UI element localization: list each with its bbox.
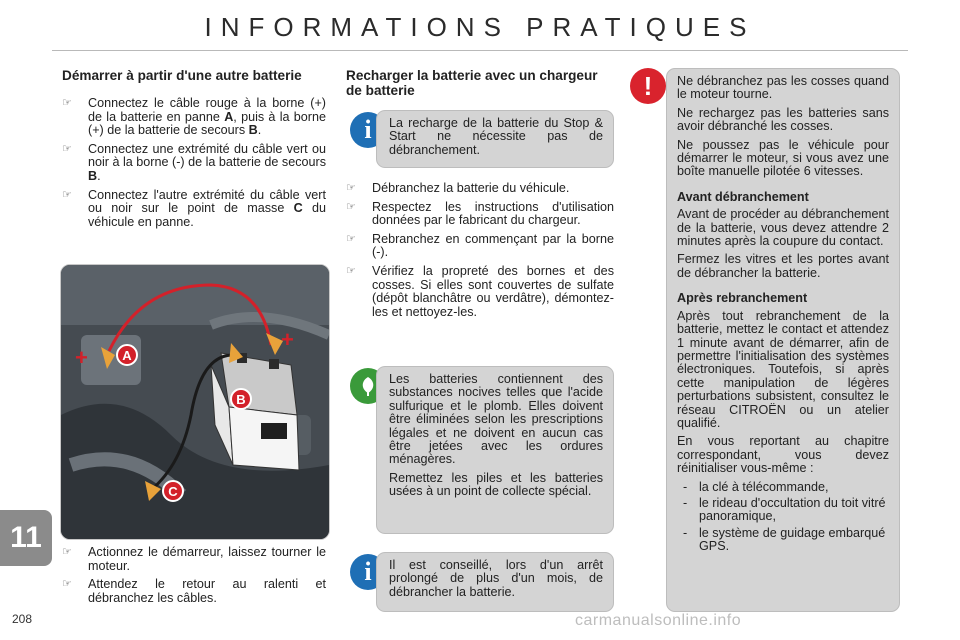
pointing-hand-icon: ☞ [346,264,356,277]
warning-box-battery: Ne débranchez pas les cosses quand le moteur tourne. Ne rechargez pas les batteries sans avoir débranché les cosses. Ne poussez pas le véhicule pour démarrer le moteur, si vous avez une boîte manuelle pilotée 6 vitesses. Avant débranchement Avant de procéder au débranchement de la batterie, vous devez attendre 2 minutes après la coupure du contact. Fermez les vitres et les portes avant de débrancher la batterie. Après rebranchement Après tout rebranchement de la batterie, mettez le contact et attendez 1 minute avant de démarrer, afin de permettre l'initialisation des systèmes électroniques. Toutefois, si après cette manipulation de légères perturbations subsistent, consultez le réseau CITROËN ou un atelier qualifié. En vous reportant au chapitre correspondant, vous devez réinitialiser vous-même : - la clé à télécommande, - le rideau d'occultation du toit vitré panoramique, - le système de guidage embarqué GPS. [666,68,900,612]
page-number: 208 [12,612,33,626]
subheading-avant: Avant débranchement [677,189,809,204]
subheading-apres: Après rebranchement [677,291,808,306]
list-item: ☞ Respectez les instructions d'utilisation données par le fabricant du chargeur. [346,199,614,228]
title-divider [52,50,908,51]
middle-heading-block [346,68,614,98]
list-item: ☞ Rebranchez en commençant par la borne (-). [346,231,614,260]
pointing-hand-icon: ☞ [62,142,72,155]
pointing-hand-icon: ☞ [62,578,72,591]
list-item: - le système de guidage embarqué GPS. [683,525,886,554]
pointing-hand-icon: ☞ [62,97,72,109]
pointing-hand-icon: ☞ [346,182,356,194]
section-heading-jump-start: Démarrer à partir d'une autre batterie [62,68,302,83]
list-item: - le rideau d'occultation du toit vitré panoramique, [683,495,886,524]
list-item: - la clé à télécommande, [683,479,829,494]
info-box-prolonged-stop: Il est conseillé, lors d'un arrêt prolongé de plus d'un mois, de débrancher la batterie. [376,552,614,612]
pointing-hand-icon: ☞ [346,200,356,213]
list-item: ☞ Connectez le câble rouge à la borne (+) de la batterie en panne A, puis à la borne (+) de la batterie de secours B. [62,96,326,138]
label-c: C [168,484,178,499]
page-title: INFORMATIONS PRATIQUES [204,12,756,42]
pointing-hand-icon: ☞ [346,232,356,245]
section-heading-charger: Recharger la batterie avec un chargeur de batterie [346,68,598,98]
left-column [62,68,326,234]
plus-sign-b: + [281,327,294,352]
list-item: ☞ Attendez le retour au ralenti et débranchez les câbles. [62,577,326,605]
engine-bay-drawing [61,265,329,539]
list-item: ☞ Connectez l'autre extrémité du câble vert ou noir sur le point de masse C du véhicule en panne. [62,187,326,229]
pointing-hand-icon: ☞ [62,188,72,201]
list-item: ☞ Connectez une extrémité du câble vert ou noir à la borne (-) de la batterie de secours B. [62,141,327,183]
engine-bay-illustration [60,264,330,540]
charger-steps-block [346,182,614,324]
list-item: ☞ Débranchez la batterie du véhicule. [346,181,570,195]
list-item: ☞ Actionnez le démarreur, laissez tourner le moteur. [62,545,326,573]
watermark: carmanualsonline.info [575,612,742,629]
start-steps [62,546,326,605]
info-icon: i [350,112,386,148]
left-column-bottom [62,546,326,610]
reinit-list [677,481,889,554]
plus-sign-a: + [75,345,88,370]
list-item: ☞ Vérifiez la propreté des bornes et des cosses. Si elles sont couvertes de sulfate (dépôt blanchâtre ou verdâtre), démontez-les et nettoyez-les. [346,263,614,319]
label-b: B [236,392,246,407]
pointing-hand-icon: ☞ [62,546,72,558]
label-a: A [122,348,132,363]
jump-start-steps [62,97,326,229]
chapter-tab: 11 [0,510,52,566]
info-icon: i [350,554,386,590]
charger-steps [346,182,614,319]
eco-box-disposal: Les batteries contiennent des substances nocives telles que l'acide sulfurique et le plomb. Elles doivent être éliminées selon les prescriptions légales et ne doivent en aucun cas être jetées avec les ordures ménagères. Remettez les piles et les batteries usées à un point de collecte spécial. [376,366,614,534]
info-box-stop-start: La recharge de la batterie du Stop & Start ne nécessite pas de débranchement. [376,110,614,168]
warning-icon: ! [630,68,666,104]
